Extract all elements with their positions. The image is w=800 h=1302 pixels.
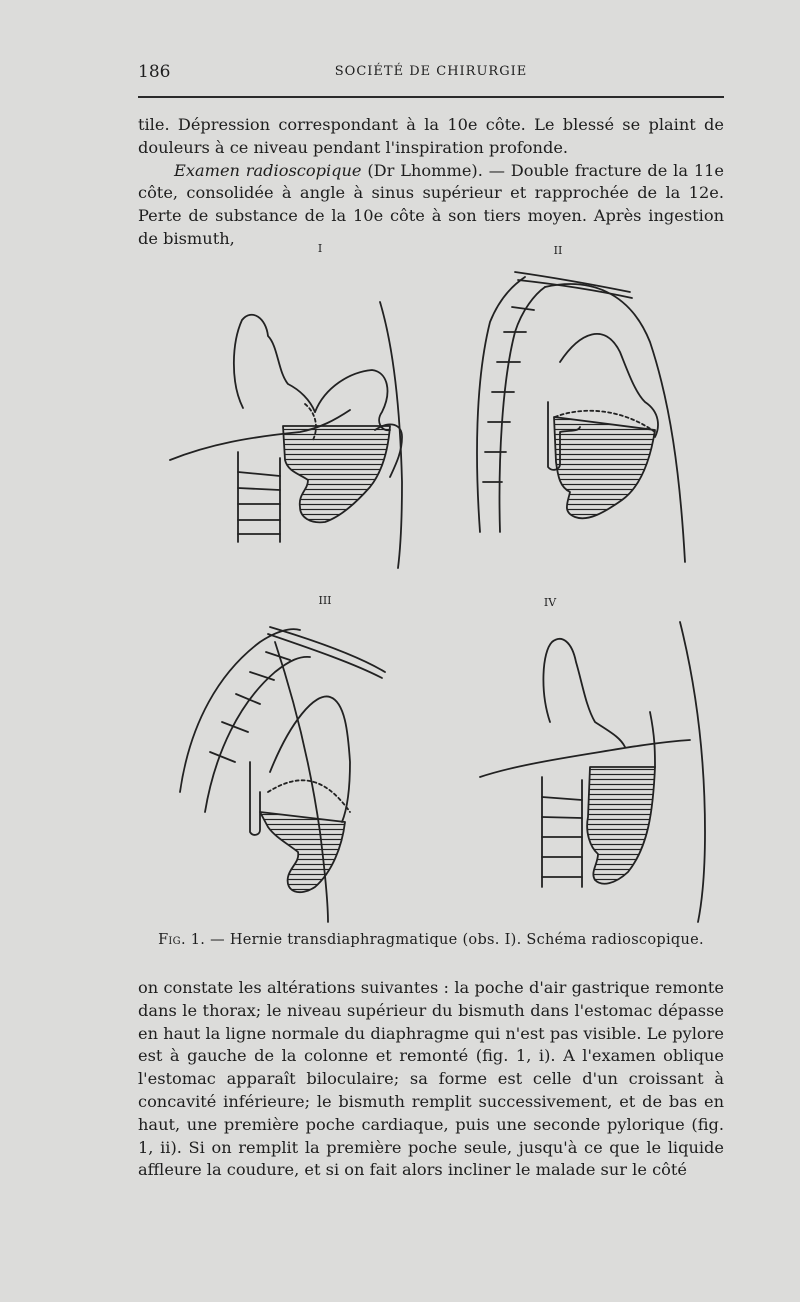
panel-iii-drawing — [180, 627, 385, 922]
figure-number: Fig. 1. — [158, 932, 206, 948]
section-label: Examen radioscopique — [174, 160, 362, 180]
page-header — [138, 62, 724, 84]
panel-label-i: I — [317, 242, 323, 255]
figure-caption — [138, 932, 724, 948]
panel-label-iv: IV — [543, 596, 557, 609]
paragraph-findings: on constate les altérations suivantes : la poche d'air gastrique remonte dans le thorax; le niveau supérieur du bismuth dans l'estomac dépasse en haut la ligne normale du diaphragme qui n'est pas visible. Le pylore est à gauche de la colonne et remonté (fig. 1, i). A l'examen oblique l'estomac apparaît biloculaire; sa forme est celle d'un croissant à concavité inférieure; le bismuth remplit successivement, et de bas en haut, une première poche cardiaque, puis une seconde pylorique (fig. 1, ii). Si on remplit la première poche seule, jusqu'à ce que le liquide affleure la coudure, et si on fait alors incliner le malade sur le côté — [138, 978, 724, 1180]
panel-iv-drawing — [480, 622, 705, 922]
text-block-top — [138, 114, 724, 251]
paragraph-body: (Dr Lhomme). — Double fracture de la 11e côte, consolidée à angle à sinus supérieur et rapprochée de la 12e. Perte de substance de la 10e côte à son tiers moyen. Après ingestion de bismuth, — [138, 160, 724, 248]
header-rule — [138, 96, 724, 98]
paragraph-continuation: tile. Dépression correspondant à la 10e côte. Le blessé se plaint de douleurs à ce niveau pendant l'inspiration profonde. — [138, 115, 724, 157]
running-head: SOCIÉTÉ DE CHIRURGIE — [334, 64, 528, 79]
panel-ii-drawing — [477, 272, 685, 562]
figure-caption-text: — Hernie transdiaphragmatique (obs. I). Schéma radioscopique. — [205, 932, 704, 948]
page-number: 186 — [138, 62, 171, 82]
text-block-bottom — [138, 977, 724, 1182]
panel-i-drawing — [170, 302, 402, 568]
panel-label-ii: II — [553, 244, 563, 257]
panel-label-iii: III — [318, 594, 332, 607]
figure-radioscopic-schema — [150, 232, 710, 932]
